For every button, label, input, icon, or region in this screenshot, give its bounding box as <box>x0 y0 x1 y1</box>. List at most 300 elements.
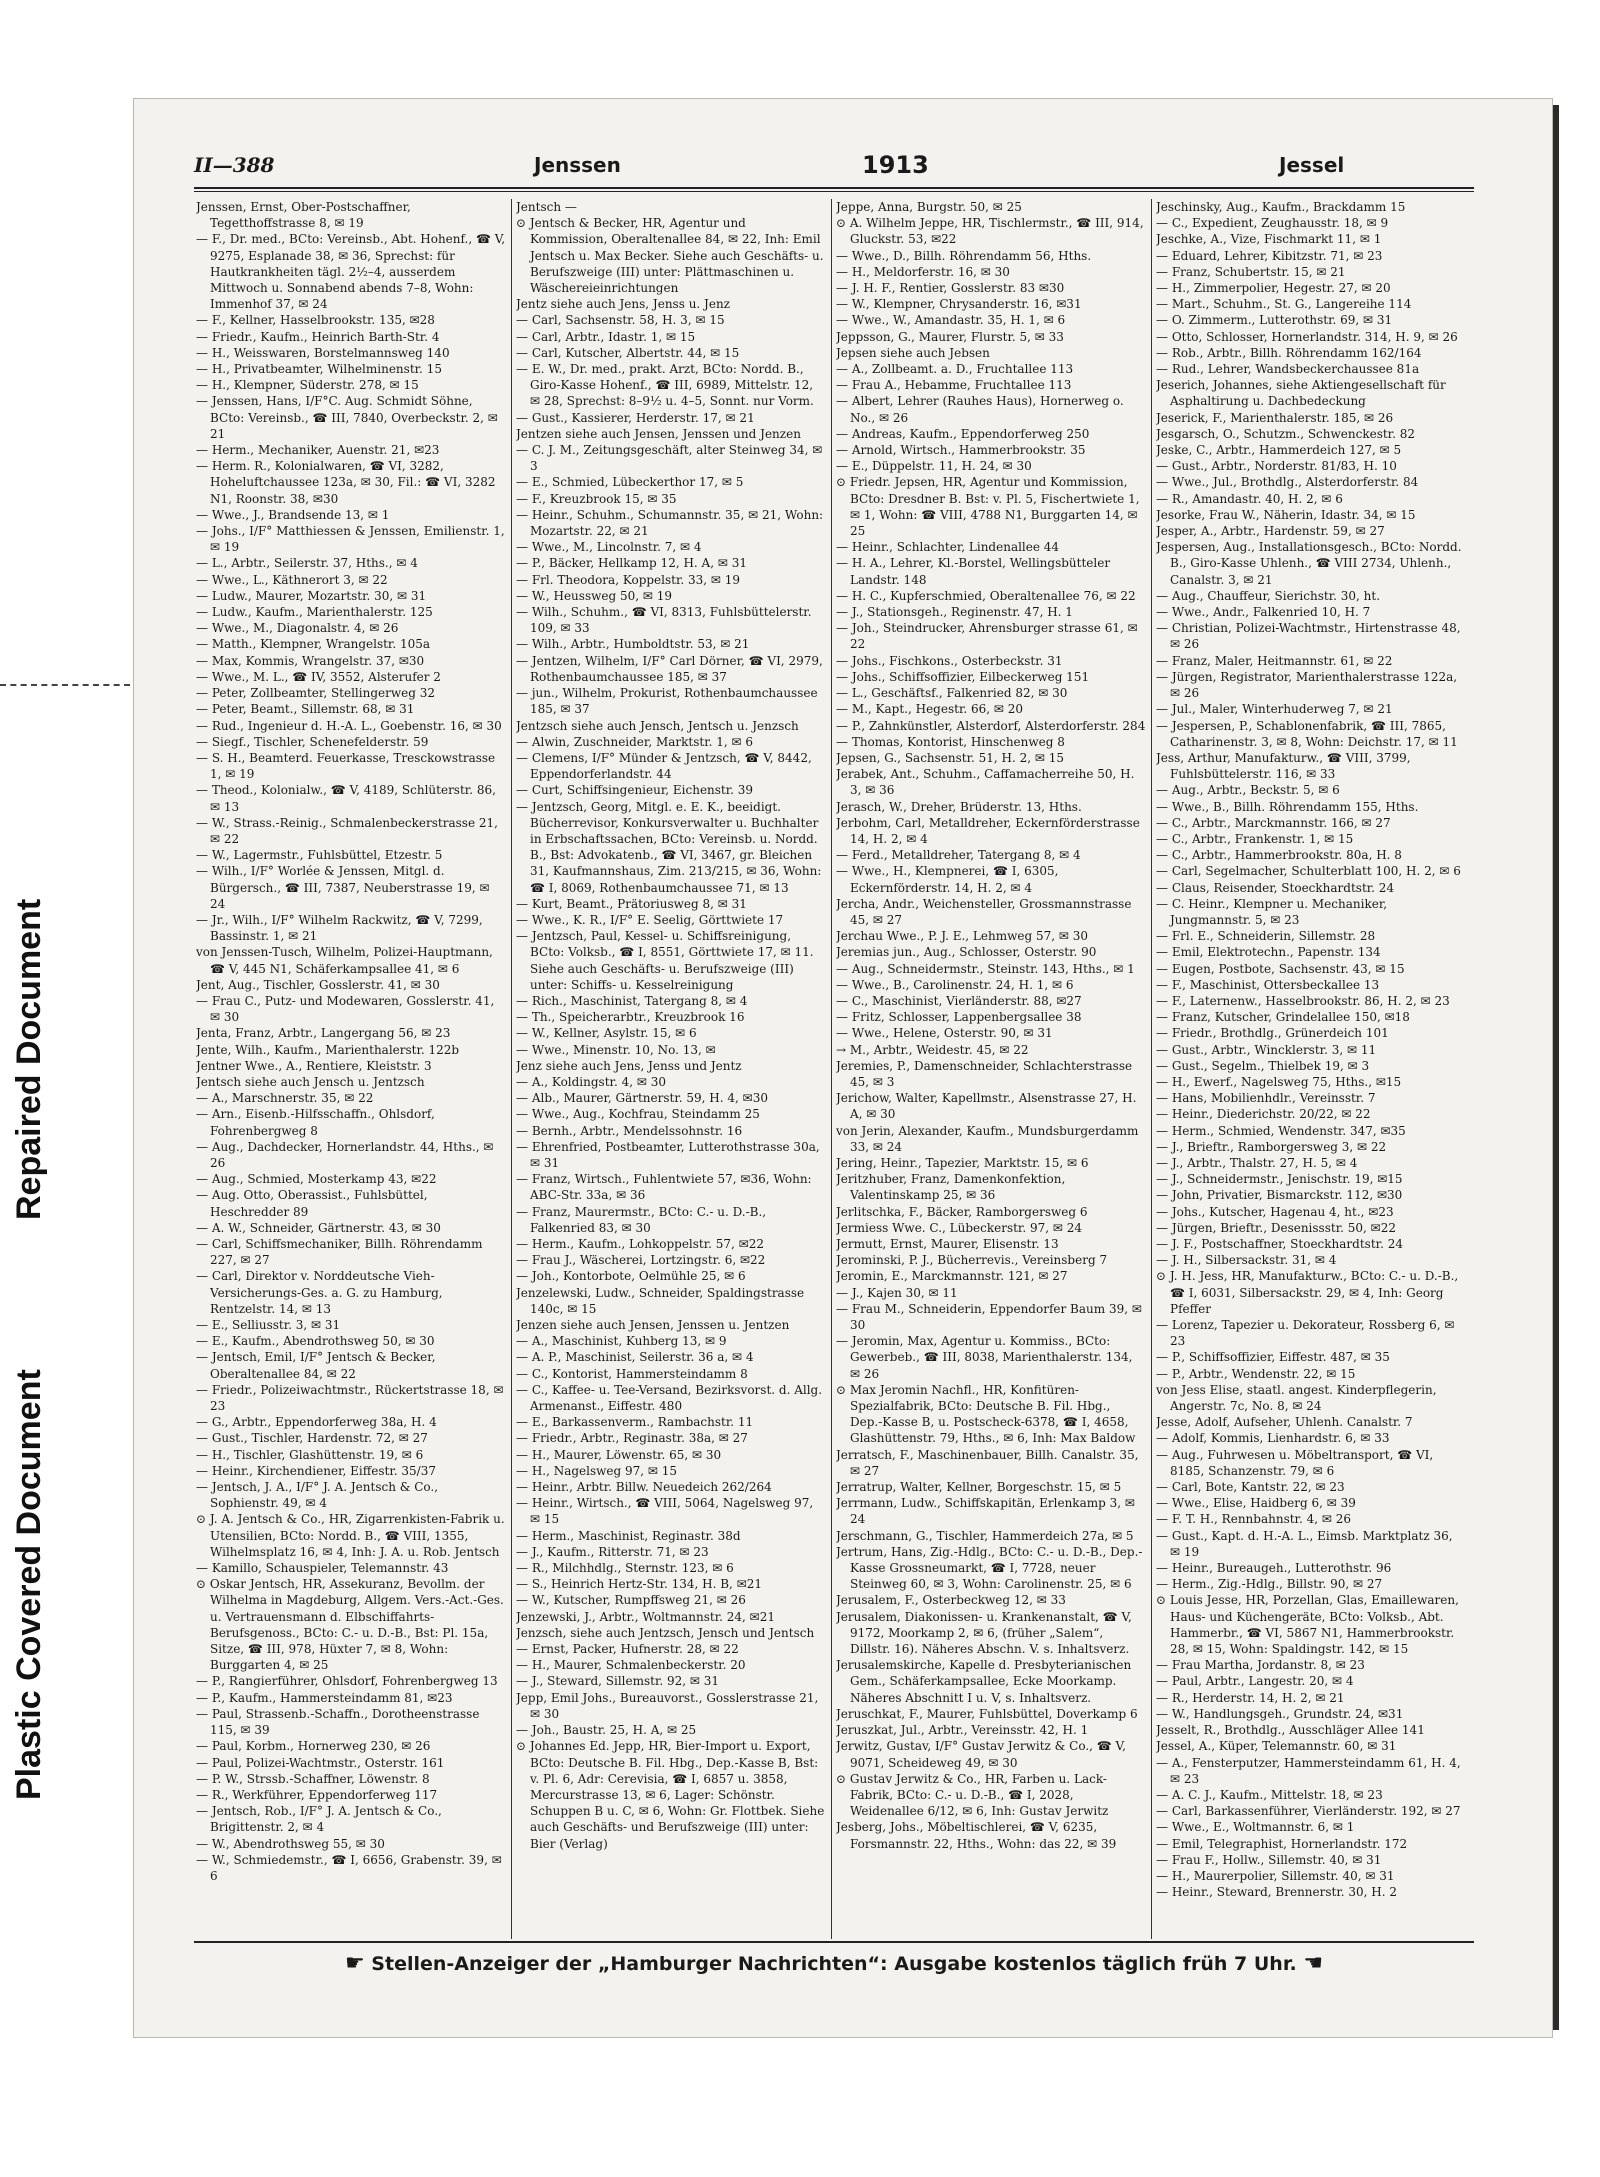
directory-entry: Jerlitschka, F., Bäcker, Ramborgersweg 6 <box>836 1204 1088 1219</box>
directory-entry: — Carl, Arbtr., Idastr. 1, ✉ 15 <box>516 329 696 344</box>
directory-entry: — Aug., Arbtr., Beckstr. 5, ✉ 6 <box>1156 783 1340 798</box>
directory-entry: — Lorenz, Tapezier u. Dekorateur, Rossberg 6, ✉ 23 <box>1156 1318 1455 1349</box>
directory-entry: — Joh., Baustr. 25, H. A, ✉ 25 <box>516 1723 697 1738</box>
directory-entry: ⊙ J. H. Jess, HR, Manufakturw., BCto: C.- u. D.-B., ☎ I, 6031, Silbersackstr. 29, ✉ 4, Inh: Georg Pfeffer <box>1156 1269 1459 1316</box>
directory-entry: — Jespersen, P., Schablonenfabrik, ☎ III, 7865, Catharinenstr. 3, ✉ 8, Wohn: Deichstr. 17, ✉ 11 <box>1156 718 1458 749</box>
directory-entry: — Wilh., Schuhm., ☎ VI, 8313, Fuhlsbüttelerstr. 109, ✉ 33 <box>516 605 812 636</box>
directory-entry: — J., Stationsgeh., Reginenstr. 47, H. 1 <box>836 605 1073 620</box>
directory-entry: — J., Schneidermstr., Jenischstr. 19, ✉15 <box>1156 1172 1403 1187</box>
directory-entry: — Adolf, Kommis, Lienhardstr. 6, ✉ 33 <box>1156 1431 1390 1446</box>
directory-entry: — Aug., Chauffeur, Sierichstr. 30, ht. <box>1156 588 1381 603</box>
directory-entry: — F., Kellner, Hasselbrookstr. 135, ✉28 <box>196 313 435 328</box>
directory-entry: — C., Arbtr., Hammerbrookstr. 80a, H. 8 <box>1156 848 1402 863</box>
directory-entry: — John, Privatier, Bismarckstr. 112, ✉30 <box>1156 1188 1403 1203</box>
directory-entry: — Emil, Elektrotechn., Papenstr. 134 <box>1156 945 1381 960</box>
directory-entry: ⊙ Oskar Jentsch, HR, Assekuranz, Bevollm. der Wilhelma in Magdeburg, Allgem. Vers.-Act.-Ges. u. Vertrauensmann d. Elbschiffahrts-Berufsgenoss., BCto: C.- u. D.-B., Bst: Pl. 15a, Sitze, ☎ III, 978, Hüxter 7, ✉ 8, Wohn: Burggarten 4, ✉ 25 <box>196 1577 504 1673</box>
directory-entry: Jeromin, E., Marckmannstr. 121, ✉ 27 <box>836 1269 1068 1284</box>
directory-entry: Jenzelewski, Ludw., Schneider, Spaldingstrasse 140c, ✉ 15 <box>516 1285 805 1316</box>
directory-entry: — Wwe., M., Diagonalstr. 4, ✉ 26 <box>196 621 399 636</box>
directory-entry: Jermiess Wwe. C., Lübeckerstr. 97, ✉ 24 <box>836 1220 1083 1235</box>
directory-entry: — Matth., Klempner, Wrangelstr. 105a <box>196 637 431 652</box>
footer-rule <box>194 1941 1474 1943</box>
directory-entry: — Clemens, I/F° Münder & Jentzsch, ☎ V, 8442, Eppendorferlandstr. 44 <box>516 750 812 782</box>
directory-entry: — Heinr., Wirtsch., ☎ VIII, 5064, Nagelsweg 97, ✉ 15 <box>516 1496 814 1527</box>
directory-entry: Jentner Wwe., A., Rentiere, Kleiststr. 3 <box>196 1058 432 1073</box>
directory-entry: — Eugen, Postbote, Sachsenstr. 43, ✉ 15 <box>1156 961 1405 976</box>
directory-entry: — Carl, Segelmacher, Schulterblatt 100, H. 2, ✉ 6 <box>1156 864 1461 879</box>
directory-entry: — F., Laternenw., Hasselbrookstr. 86, H. 2, ✉ 23 <box>1156 993 1450 1008</box>
directory-entry: — H., Weisswaren, Borstelmannsweg 140 <box>196 345 450 360</box>
directory-entry: ⊙ J. A. Jentsch & Co., HR, Zigarrenkisten-Fabrik u. Utensilien, BCto: Nordd. B., ☎ VIII, 1355, Wilhelmsplatz 16, ✉ 4, Inh: J. A. u. Rob. Jentsch <box>196 1512 505 1559</box>
divider-dashed <box>0 684 130 686</box>
directory-entry: — W., Heussweg 50, ✉ 19 <box>516 588 673 603</box>
directory-entry: — Wwe., E., Woltmannstr. 6, ✉ 1 <box>1156 1820 1355 1835</box>
side-label-strip <box>0 0 60 2177</box>
directory-entry: — Gust., Arbtr., Norderstr. 81/83, H. 10 <box>1156 459 1397 474</box>
directory-entry: — A., Koldingstr. 4, ✉ 30 <box>516 1074 666 1089</box>
directory-entry: — Heinr., Steward, Brennerstr. 30, H. 2 <box>1156 1885 1398 1900</box>
directory-entry: — Gust., Segelm., Thielbek 19, ✉ 3 <box>1156 1058 1370 1073</box>
directory-entry: — Otto, Schlosser, Hornerlandstr. 314, H. 9, ✉ 26 <box>1156 329 1458 344</box>
directory-entry: — H., Maurerpolier, Sillemstr. 40, ✉ 31 <box>1156 1868 1395 1883</box>
directory-entry: Jeppe, Anna, Burgstr. 50, ✉ 25 <box>836 200 1022 214</box>
directory-entry: Jermutt, Ernst, Maurer, Elisenstr. 13 <box>836 1237 1059 1251</box>
directory-entry: — W., Kutscher, Rumpffsweg 21, ✉ 26 <box>516 1593 746 1608</box>
directory-entry: — Siegf., Tischler, Schenefelderstr. 59 <box>196 734 429 749</box>
directory-entry: — J. F., Postschaffner, Stoeckhardtstr. 24 <box>1156 1237 1403 1251</box>
directory-entry: ⊙ Louis Jesse, HR, Porzellan, Glas, Emaillewaren, Haus- und Küchengeräte, BCto: Volksb., Abt. Hammerbr., ☎ VI, 5867 N1, Hammerbrookstr. 28, ✉ 15, Wohn: Spaldingstr. 142, ✉ 15 <box>1156 1593 1459 1657</box>
directory-entry: Jeschinsky, Aug., Kaufm., Brackdamm 15 <box>1156 200 1406 214</box>
directory-entry: — Rich., Maschinist, Tatergang 8, ✉ 4 <box>516 993 748 1008</box>
directory-entry: Jeruszkat, Jul., Arbtr., Vereinsstr. 42, H. 1 <box>836 1723 1089 1738</box>
directory-entry: Jenssen, Ernst, Ober-Postschaffner, Tegetthoffstrasse 8, ✉ 19 <box>196 200 411 231</box>
directory-entry: — Gust., Kassierer, Herderstr. 17, ✉ 21 <box>516 410 755 425</box>
directory-entry: Jeremias jun., Aug., Schlosser, Osterstr. 90 <box>836 945 1097 960</box>
directory-entry: — S., Heinrich Hertz-Str. 134, H. B, ✉21 <box>516 1577 763 1592</box>
directory-entry: — Jentzen, Wilhelm, I/F° Carl Dörner, ☎ VI, 2979, Rothenbaumchaussee 185, ✉ 37 <box>516 653 823 684</box>
directory-entry: Jesper, A., Arbtr., Hardenstr. 59, ✉ 27 <box>1156 524 1385 539</box>
directory-entry: ⊙ Jentsch & Becker, HR, Agentur und Kommission, Oberaltenallee 84, ✉ 22, Inh: Emil Jentsch u. Max Becker. Siehe auch Geschäfts- u. Berufszweige (III) unter: Plättmaschinen u. Wäschereieinrichtungen <box>516 216 824 296</box>
directory-entry: — Aug. Otto, Oberassist., Fuhlsbüttel, Heschredder 89 <box>196 1188 428 1219</box>
directory-entry: — Heinr., Schlachter, Lindenallee 44 <box>836 540 1060 555</box>
directory-entry: Jerusalem, Diakonissen- u. Krankenanstalt, ☎ V, 9172, Moorkamp 2, ✉ 6, (früher „Salem“, Dillstr. 16). Näheres Abschn. V. s. Inhaltsverz. <box>836 1609 1132 1657</box>
column-divider <box>511 199 512 1939</box>
directory-entry: — Wwe., K. R., I/F° E. Seelig, Görttwiete 17 <box>516 912 784 927</box>
page-number: II—388 <box>194 153 275 177</box>
directory-entry: — Albert, Lehrer (Rauhes Haus), Hornerweg o. No., ✉ 26 <box>836 394 1124 425</box>
directory-entry: Jentz siehe auch Jens, Jenss u. Jenz <box>516 297 731 312</box>
directory-entry: Jess, Arthur, Manufakturw., ☎ VIII, 3799, Fuhlsbüttelerstr. 116, ✉ 33 <box>1156 750 1411 782</box>
directory-entry: — Aug., Dachdecker, Hornerlandstr. 44, Hths., ✉ 26 <box>196 1139 494 1170</box>
directory-entry: — R., Amandastr. 40, H. 2, ✉ 6 <box>1156 491 1343 506</box>
directory-entry: — Wilh., Arbtr., Humboldtstr. 53, ✉ 21 <box>516 637 750 652</box>
directory-entry: — Jentsch, J. A., I/F° J. A. Jentsch & Co., Sophienstr. 49, ✉ 4 <box>196 1480 439 1511</box>
directory-entry: Jerichow, Walter, Kapellmstr., Alsenstrasse 27, H. A, ✉ 30 <box>836 1091 1137 1122</box>
directory-entry: — Jeromin, Max, Agentur u. Kommiss., BCto: Gewerbeb., ☎ III, 8038, Marienthalerstr. 134, ✉ 26 <box>836 1334 1133 1381</box>
directory-entry: — Th., Speicherarbtr., Kreuzbrook 16 <box>516 1010 745 1025</box>
directory-entry: — H., Klempner, Süderstr. 278, ✉ 15 <box>196 378 419 393</box>
directory-entry: Jessel, A., Küper, Telemannstr. 60, ✉ 31 <box>1156 1739 1397 1754</box>
directory-entry: — Rob., Arbtr., Billh. Röhrendamm 162/164 <box>1156 345 1422 360</box>
directory-entry: — Jul., Maler, Winterhuderweg 7, ✉ 21 <box>1156 702 1393 717</box>
directory-entry: von Jess Elise, staatl. angest. Kinderpflegerin, Angerstr. 7c, No. 8, ✉ 24 <box>1156 1382 1437 1414</box>
directory-entry: Jerratsch, F., Maschinenbauer, Billh. Canalstr. 35, ✉ 27 <box>836 1447 1139 1478</box>
directory-entry: Jerwitz, Gustav, I/F° Gustav Jerwitz & Co., ☎ V, 9071, Scheideweg 49, ✉ 30 <box>836 1739 1126 1770</box>
directory-entry: — Wwe., J., Brandsende 13, ✉ 1 <box>196 507 390 522</box>
directory-entry: — Gust., Arbtr., Wincklerstr. 3, ✉ 11 <box>1156 1042 1377 1057</box>
directory-entry: — Heinr., Schuhm., Schumannstr. 35, ✉ 21, Wohn: Mozartstr. 22, ✉ 21 <box>516 507 824 539</box>
directory-entry: Jertrum, Hans, Zig.-Hdlg., BCto: C.- u. D.-B., Dep.-Kasse Grossneumarkt, ☎ I, 7728, neuer Steinweg 60, ✉ 3, Wohn: Carolinenstr. 25, ✉ 6 <box>836 1544 1143 1592</box>
directory-entry: — A., Marschnerstr. 35, ✉ 22 <box>196 1091 374 1106</box>
directory-entry: — G., Arbtr., Eppendorferweg 38a, H. 4 <box>196 1415 437 1430</box>
directory-entry: — Heinr., Kirchendiener, Eiffestr. 35/37 <box>196 1463 436 1478</box>
header-rule-thin <box>194 191 1474 192</box>
directory-entry: — Wwe., M. L., ☎ IV, 3552, Alsterufer 2 <box>196 669 441 684</box>
directory-entry: — E., Barkassenverm., Rambachstr. 11 <box>516 1415 754 1430</box>
directory-entry: — A., Zollbeamt. a. D., Fruchtallee 113 <box>836 362 1074 377</box>
directory-entry: — C., Arbtr., Marckmannstr. 166, ✉ 27 <box>1156 815 1391 830</box>
directory-entry: Jentzsch siehe auch Jensch, Jentsch u. Jenzsch <box>516 718 799 733</box>
directory-entry: Jeserich, Johannes, siehe Aktiengesellschaft für Asphaltirung u. Dachbedeckung <box>1156 378 1446 409</box>
directory-entry: — Frau A., Hebamme, Fruchtallee 113 <box>836 378 1072 393</box>
pointing-hand-icon: ☚ <box>1303 1951 1324 1976</box>
directory-entry: — F., Dr. med., BCto: Vereinsb., Abt. Hohenf., ☎ V, 9275, Esplanade 38, ✉ 36, Sprechst: für Hautkrankheiten tägl. 2½–4, ausserdem Mittwoch u. Sonnabend abends 7–8, Wohn: Immenhof 37, ✉ 24 <box>196 232 506 312</box>
directory-entry: — Johs., I/F° Matthiessen & Jenssen, Emilienstr. 1, ✉ 19 <box>196 524 505 555</box>
directory-entry: — P., Bäcker, Hellkamp 12, H. A, ✉ 31 <box>516 556 747 571</box>
directory-entry: — Wwe., B., Billh. Röhrendamm 155, Hths. <box>1156 799 1419 814</box>
directory-entry: — Friedr., Brothdlg., Grünerdeich 101 <box>1156 1026 1389 1041</box>
directory-entry: — Johs., Schiffsoffizier, Eilbeckerweg 151 <box>836 669 1090 684</box>
directory-entry: — A., Fensterputzer, Hammersteindamm 61, H. 4, ✉ 23 <box>1156 1755 1461 1786</box>
directory-entry: — Carl, Schiffsmechaniker, Billh. Röhrendamm 227, ✉ 27 <box>196 1237 483 1268</box>
directory-entry: — Eduard, Lehrer, Kibitzstr. 71, ✉ 23 <box>1156 248 1383 263</box>
directory-entry: — J., Brieftr., Ramborgersweg 3, ✉ 22 <box>1156 1139 1387 1154</box>
directory-entry: — E., Düppelstr. 11, H. 24, ✉ 30 <box>836 459 1032 474</box>
header-first-entry: Jenssen <box>534 153 621 177</box>
directory-entry: Jerratrup, Walter, Kellner, Borgeschstr. 15, ✉ 5 <box>836 1480 1122 1495</box>
directory-entry: — P., Zahnkünstler, Alsterdorf, Alsterdorferstr. 284 <box>836 718 1146 733</box>
directory-entry: — Wwe., H., Klempnerei, ☎ I, 6305, Eckernförderstr. 14, H. 2, ✉ 4 <box>836 864 1059 895</box>
directory-entry: — A. W., Schneider, Gärtnerstr. 43, ✉ 30 <box>196 1220 441 1235</box>
directory-entry: — Aug., Schneidermstr., Steinstr. 143, Hths., ✉ 1 <box>836 961 1135 976</box>
directory-entry: — Arn., Eisenb.-Hilfsschaffn., Ohlsdorf, Fohrenbergweg 8 <box>196 1107 435 1138</box>
directory-entry: — C. J. M., Zeitungsgeschäft, alter Steinweg 34, ✉ 3 <box>516 443 823 474</box>
directory-entry: Jeppsson, G., Maurer, Flurstr. 5, ✉ 33 <box>836 329 1064 344</box>
directory-entry: — Wilh., I/F° Worlée & Jenssen, Mitgl. d. Bürgersch., ☎ III, 7387, Neuberstrasse 19, ✉ 24 <box>196 864 490 911</box>
directory-entry: — M., Kapt., Hegestr. 66, ✉ 20 <box>836 702 1024 717</box>
directory-entry: — R., Herderstr. 14, H. 2, ✉ 21 <box>1156 1690 1345 1705</box>
directory-entry: Jepsen, G., Sachsenstr. 51, H. 2, ✉ 15 <box>836 750 1065 765</box>
directory-entry: — Wwe., L., Käthnerort 3, ✉ 22 <box>196 572 388 587</box>
directory-entry: Jerabek, Ant., Schuhm., Caffamacherreihe 50, H. 3, ✉ 36 <box>836 767 1135 798</box>
directory-entry: von Jerin, Alexander, Kaufm., Mundsburgerdamm 33, ✉ 24 <box>836 1123 1139 1154</box>
directory-entry: — Bernh., Arbtr., Mendelssohnstr. 16 <box>516 1123 743 1138</box>
directory-entry: Jerschmann, G., Tischler, Hammerdeich 27a, ✉ 5 <box>836 1528 1134 1543</box>
directory-entry: — Franz, Wirtsch., Fuhlentwiete 57, ✉36, Wohn: ABC-Str. 33a, ✉ 36 <box>516 1172 812 1203</box>
pointing-hand-icon: ☛ <box>344 1951 365 1976</box>
directory-entry: — E., Kaufm., Abendrothsweg 50, ✉ 30 <box>196 1334 435 1349</box>
directory-entry: — O. Zimmerm., Lutterothstr. 69, ✉ 31 <box>1156 313 1393 328</box>
directory-entry: — Paul, Strassenb.-Schaffn., Dorotheenstrasse 115, ✉ 39 <box>196 1706 480 1738</box>
directory-entry: — Alwin, Zuschneider, Marktstr. 1, ✉ 6 <box>516 734 754 749</box>
directory-entry: — A., Maschinist, Kuhberg 13, ✉ 9 <box>516 1334 727 1349</box>
directory-entry: — Jentsch, Rob., I/F° J. A. Jentsch & Co., Brigittenstr. 2, ✉ 4 <box>196 1804 442 1835</box>
directory-entry: — Carl, Barkassenführer, Vierländerstr. 192, ✉ 27 <box>1156 1804 1461 1819</box>
directory-entry: — Wwe., Elise, Haidberg 6, ✉ 39 <box>1156 1496 1356 1511</box>
directory-entry: — Franz, Maler, Heitmannstr. 61, ✉ 22 <box>1156 653 1393 668</box>
directory-entry: — H., Meldorferstr. 16, ✉ 30 <box>836 264 1010 279</box>
directory-entry: Jeritzhuber, Franz, Damenkonfektion, Valentinskamp 25, ✉ 36 <box>836 1172 1066 1203</box>
directory-entry: Jentzen siehe auch Jensen, Jenssen und Jenzen <box>516 426 801 441</box>
directory-entry: — Peter, Beamt., Sillemstr. 68, ✉ 31 <box>196 702 415 717</box>
directory-entry: — J. H. F., Rentier, Gosslerstr. 83 ✉30 <box>836 281 1065 296</box>
directory-entry: — Wwe., B., Carolinenstr. 24, H. 1, ✉ 6 <box>836 977 1074 992</box>
directory-entry: — Herm., Kaufm., Lohkoppelstr. 57, ✉22 <box>516 1237 765 1251</box>
directory-entry: Jercha, Andr., Weichensteller, Grossmannstrasse 45, ✉ 27 <box>836 896 1132 927</box>
directory-entry: — Frau J., Wäscherei, Lortzingstr. 6, ✉22 <box>516 1253 766 1268</box>
directory-entry: — J., Kajen 30, ✉ 11 <box>836 1285 958 1300</box>
directory-entry: — Paul, Polizei-Wachtmstr., Osterstr. 161 <box>196 1755 445 1770</box>
directory-entry: — H. A., Lehrer, Kl.-Borstel, Wellingsbütteler Landstr. 148 <box>836 556 1111 587</box>
directory-entry: — jun., Wilhelm, Prokurist, Rothenbaumchaussee 185, ✉ 37 <box>516 686 818 717</box>
directory-entry: Jesgarsch, O., Schutzm., Schwenckestr. 82 <box>1156 426 1415 441</box>
directory-entry: Jesberg, Johs., Möbeltischlerei, ☎ V, 6235, Forsmannstr. 22, Hths., Wohn: das 22, ✉ 39 <box>836 1820 1117 1851</box>
directory-entry: — Frau C., Putz- und Modewaren, Gosslerstr. 41, ✉ 30 <box>196 993 495 1025</box>
directory-entry: — J. H., Silbersackstr. 31, ✉ 4 <box>1156 1253 1337 1268</box>
directory-entry: Jentsch — <box>516 200 577 214</box>
directory-entry: — Ernst, Packer, Hufnerstr. 28, ✉ 22 <box>516 1642 739 1657</box>
directory-entry: — F., Kreuzbrook 15, ✉ 35 <box>516 491 677 506</box>
directory-entry: — F. T. H., Rennbahnstr. 4, ✉ 26 <box>1156 1512 1351 1527</box>
directory-entry: — Jentsch, Emil, I/F° Jentsch & Becker, Oberaltenallee 84, ✉ 22 <box>196 1350 436 1381</box>
directory-entry: — Ludw., Maurer, Mozartstr. 30, ✉ 31 <box>196 588 427 603</box>
directory-entry: — Jürgen, Registrator, Marienthalerstrasse 122a, ✉ 26 <box>1156 669 1458 701</box>
header-last-entry: Jessel <box>1279 153 1345 177</box>
directory-entry: Jesse, Adolf, Aufseher, Uhlenh. Canalstr. 7 <box>1156 1415 1413 1430</box>
directory-entry: — Kamillo, Schauspieler, Telemannstr. 43 <box>196 1561 449 1576</box>
directory-entry: — Friedr., Kaufm., Heinrich Barth-Str. 4 <box>196 329 440 344</box>
directory-entry: Jespersen, Aug., Installationsgesch., BCto: Nordd. B., Giro-Kasse Uhlenh., ☎ VIII 2734, Uhlenh., Canalstr. 3, ✉ 21 <box>1156 540 1462 587</box>
directory-entry: — Mart., Schuhm., St. G., Langereihe 114 <box>1156 297 1412 312</box>
directory-entry: — C., Arbtr., Frankenstr. 1, ✉ 15 <box>1156 831 1354 846</box>
directory-entry: — C., Kontorist, Hammersteindamm 8 <box>516 1366 748 1381</box>
directory-entry: — H. C., Kupferschmied, Oberaltenallee 76, ✉ 22 <box>836 588 1136 603</box>
directory-entry: — Carl, Direktor v. Norddeutsche Vieh-Versicherungs-Ges. a. G. zu Hamburg, Rentzelstr. 14, ✉ 13 <box>196 1269 443 1316</box>
directory-entry: — Ferd., Metalldreher, Tatergang 8, ✉ 4 <box>836 848 1081 863</box>
directory-entry: — Paul, Arbtr., Langestr. 20, ✉ 4 <box>1156 1674 1354 1689</box>
directory-entry: Jenzewski, J., Arbtr., Woltmannstr. 24, ✉21 <box>516 1609 775 1624</box>
directory-entry: — L., Geschäftsf., Falkenried 82, ✉ 30 <box>836 686 1068 701</box>
directory-entry: — Heinr., Bureaugeh., Lutterothstr. 96 <box>1156 1561 1392 1576</box>
directory-entry: — Heinr., Arbtr. Billw. Neuedeich 262/264 <box>516 1480 772 1495</box>
directory-entry: — Herm., Zig.-Hdlg., Billstr. 90, ✉ 27 <box>1156 1577 1383 1592</box>
directory-entry: Jenzsch, siehe auch Jentzsch, Jensch und Jentsch <box>516 1625 815 1640</box>
footer-text: Stellen-Anzeiger der „Hamburger Nachrichten“: Ausgabe kostenlos täglich früh 7 Uhr. <box>371 1953 1297 1975</box>
directory-entry: ⊙ Friedr. Jepsen, HR, Agentur und Kommission, BCto: Dresdner B. Bst: v. Pl. 5, Fischertwiete 1, ✉ 1, Wohn: ☎ VIII, 4788 N1, Burggarten 14, ✉25 <box>836 475 1140 539</box>
directory-entry: — H., Zimmerpolier, Hegestr. 27, ✉ 20 <box>1156 281 1391 296</box>
header-rule <box>194 187 1474 189</box>
directory-entry: — Wwe., Jul., Brothdlg., Alsterdorferstr. 84 <box>1156 475 1419 490</box>
directory-entry: Jerusalemskirche, Kapelle d. Presbyterianischen Gem., Schäferkampsallee, Ecke Moorkamp. Näheres Abschnitt I u. V, s. Inhaltsverz. <box>836 1658 1132 1705</box>
directory-entry: — Johs., Fischkons., Osterbeckstr. 31 <box>836 653 1063 668</box>
directory-entry: Jerchau Wwe., P. J. E., Lehmweg 57, ✉ 30 <box>836 929 1089 944</box>
directory-entry: — P., Kaufm., Hammersteindamm 81, ✉23 <box>196 1690 453 1705</box>
directory-entry: — W., Klempner, Chrysanderstr. 16, ✉31 <box>836 297 1082 312</box>
directory-entry: Jerusalem, F., Osterbeckweg 12, ✉ 33 <box>836 1593 1066 1608</box>
directory-entry: — Rud., Ingenieur d. H.-A. L., Goebenstr. 16, ✉ 30 <box>196 718 502 733</box>
directory-entry: — Christian, Polizei-Wachtmstr., Hirtenstrasse 48, ✉ 26 <box>1156 621 1461 652</box>
directory-entry: Jenta, Franz, Arbtr., Langergang 56, ✉ 23 <box>196 1026 451 1041</box>
column-divider <box>1151 199 1152 1939</box>
directory-entry: — J., Arbtr., Thalstr. 27, H. 5, ✉ 4 <box>1156 1155 1358 1170</box>
column-4 <box>1156 199 1466 1939</box>
directory-entry: — Wwe., M., Lincolnstr. 7, ✉ 4 <box>516 540 702 555</box>
directory-entry: — Friedr., Polizeiwachtmstr., Rückertstrasse 18, ✉ 23 <box>196 1382 504 1414</box>
directory-entry: — H., Tischler, Glashüttenstr. 19, ✉ 6 <box>196 1447 424 1462</box>
footer-advert <box>194 1951 1474 1976</box>
directory-entry: — H., Maurer, Löwenstr. 65, ✉ 30 <box>516 1447 722 1462</box>
directory-entry: — Ludw., Kaufm., Marienthalerstr. 125 <box>196 605 433 620</box>
directory-entry: — Herm., Mechaniker, Auenstr. 21, ✉23 <box>196 443 440 458</box>
directory-entry: — Herm. R., Kolonialwaren, ☎ VI, 3282, Hoheluftchaussee 123a, ✉ 30, Fil.: ☎ VI, 3282 N1, Roonstr. 38, ✉30 <box>196 459 496 506</box>
directory-entry: — Fritz, Schlosser, Lappenbergsallee 38 <box>836 1010 1082 1025</box>
directory-entry: — Wwe., Helene, Osterstr. 90, ✉ 31 <box>836 1026 1053 1041</box>
column-2 <box>516 199 826 1939</box>
directory-entry: — R., Werkführer, Eppendorferweg 117 <box>196 1787 438 1802</box>
directory-entry: Jeschke, A., Vize, Fischmarkt 11, ✉ 1 <box>1156 232 1382 247</box>
directory-entry: — Herm., Maschinist, Reginastr. 38d <box>516 1528 741 1543</box>
directory-entry: — Claus, Reisender, Stoeckhardtstr. 24 <box>1156 880 1395 895</box>
repaired-document-label: Repaired Document <box>10 898 48 1220</box>
directory-entry: — J., Kaufm., Ritterstr. 71, ✉ 23 <box>516 1544 709 1559</box>
directory-entry: — Hans, Mobilienhdlr., Vereinsstr. 7 <box>1156 1091 1376 1106</box>
directory-entry: Jepp, Emil Johs., Bureauvorst., Gosslerstrasse 21, ✉ 30 <box>516 1690 819 1721</box>
directory-entry: — Joh., Kontorbote, Oelmühle 25, ✉ 6 <box>516 1269 746 1284</box>
directory-entry: — Jentzsch, Paul, Kessel- u. Schiffsreinigung, BCto: Volksb., ☎ I, 8551, Görttwiete 17, ✉ 11. Siehe auch Geschäfts- u. Berufszweige (III) unter: Schiffs- u. Kesselreinigung <box>516 929 814 992</box>
directory-entry: Jerrmann, Ludw., Schiffskapitän, Erlenkamp 3, ✉ 24 <box>836 1496 1135 1527</box>
directory-entry: — Herm., Schmied, Wendenstr. 347, ✉35 <box>1156 1123 1406 1138</box>
directory-entry: — Thomas, Kontorist, Hinschenweg 8 <box>836 734 1065 749</box>
directory-entry: — H., Nagelsweg 97, ✉ 15 <box>516 1463 678 1478</box>
directory-entry: — Jürgen, Brieftr., Desenissstr. 50, ✉22 <box>1156 1220 1396 1235</box>
directory-entry: von Jenssen-Tusch, Wilhelm, Polizei-Hauptmann, ☎ V, 445 N1, Schäferkampsallee 41, ✉ 6 <box>196 945 493 976</box>
directory-entry: Jerbohm, Carl, Metalldreher, Eckernförderstrasse 14, H. 2, ✉ 4 <box>836 815 1140 846</box>
directory-entry: — H., Ewerf., Nagelsweg 75, Hths., ✉15 <box>1156 1074 1402 1089</box>
directory-entry: Jering, Heinr., Tapezier, Marktstr. 15, ✉ 6 <box>836 1155 1089 1170</box>
directory-entry: — S. H., Beamterd. Feuerkasse, Tresckowstrasse 1, ✉ 19 <box>196 750 496 782</box>
directory-entry: — Jentzsch, Georg, Mitgl. e. E. K., beeidigt. Bücherrevisor, Konkursverwalter u. Buchhalter in Erbschaftssachen, BCto: Vereinsb. u. Nordd. B., Bst: Advokatenb., ☎ VI, 3467, gr. Bleichen 31, Kaufmannshaus, Zim. 213/215, ✉ 36, Wohn: ☎ I, 8069, Rothenbaumchaussee 71, ✉ 13 <box>516 799 822 895</box>
directory-entry: — Frl. E., Schneiderin, Sillemstr. 28 <box>1156 929 1376 944</box>
directory-entry: — C., Kaffee- u. Tee-Versand, Bezirksvorst. d. Allg. Armenanst., Eiffestr. 480 <box>516 1382 823 1414</box>
directory-entry: — Jenssen, Hans, I/F°C. Aug. Schmidt Söhne, BCto: Vereinsb., ☎ III, 7840, Overbeckstr. 2, ✉ 21 <box>196 394 498 441</box>
directory-entry: Jesselt, R., Brothdlg., Ausschläger Allee 141 <box>1156 1723 1425 1738</box>
directory-entry: — Johs., Kutscher, Hagenau 4, ht., ✉23 <box>1156 1204 1394 1219</box>
directory-entry: — Andreas, Kaufm., Eppendorferweg 250 <box>836 426 1090 441</box>
directory-entry: ⊙ Johannes Ed. Jepp, HR, Bier-Import u. Export, BCto: Deutsche B. Fil. Hbg., Dep.-Kasse B, Bst: v. Pl. 6, Adr: Cerevisia, ☎ I, 6857 u. 3858, Mercurstrasse 13, ✉ 6, Lager: Schönstr. Schuppen B u. C, ✉ 6, Wohn: Gr. Flottbek. Siehe auch Geschäfts- und Berufszweige (III) unter: Bier (Verlag) <box>516 1739 825 1851</box>
header-year: 1913 <box>862 151 929 179</box>
directory-entry: Jente, Wilh., Kaufm., Marienthalerstr. 122b <box>196 1042 460 1057</box>
directory-entry: — Kurt, Beamt., Prätoriusweg 8, ✉ 31 <box>516 896 747 911</box>
directory-entry: — Friedr., Arbtr., Reginastr. 38a, ✉ 27 <box>516 1431 748 1446</box>
directory-entry: Jent, Aug., Tischler, Gosslerstr. 41, ✉ 30 <box>196 977 440 992</box>
directory-entry: — Aug., Schmied, Mosterkamp 43, ✉22 <box>196 1172 437 1187</box>
directory-entry: Jentsch siehe auch Jensch u. Jentzsch <box>196 1074 425 1089</box>
directory-entry: — J., Steward, Sillemstr. 92, ✉ 31 <box>516 1674 720 1689</box>
directory-entry: — C., Expedient, Zeughausstr. 18, ✉ 9 <box>1156 216 1389 231</box>
directory-entry: Jerasch, W., Dreher, Brüderstr. 13, Hths. <box>836 799 1082 814</box>
directory-entry: ⊙ Max Jeromin Nachfl., HR, Konfitüren-Spezialfabrik, BCto: Deutsche B. Fil. Hbg., Dep.-Kasse B, u. Postscheck-6378, ☎ I, 4658, Glashüttenstr. 79, Hths., ✉ 6, Inh: Max Baldow <box>836 1382 1136 1446</box>
directory-entry: — P., Arbtr., Wendenstr. 22, ✉ 15 <box>1156 1366 1356 1381</box>
directory-entry: — W., Abendrothsweg 55, ✉ 30 <box>196 1836 385 1851</box>
directory-entry: — Wwe., D., Billh. Röhrendamm 56, Hths. <box>836 248 1092 263</box>
directory-entry: ⊙ Gustav Jerwitz & Co., HR, Farben u. Lack-Fabrik, BCto: C.- u. D.-B., ☎ I, 2028, Weidenallee 6/12, ✉ 6, Inh: Gustav Jerwitz <box>836 1771 1109 1819</box>
directory-entry: — A. P., Maschinist, Seilerstr. 36 a, ✉ 4 <box>516 1350 754 1365</box>
directory-entry: — Max, Kommis, Wrangelstr. 37, ✉30 <box>196 653 425 668</box>
directory-entry: — Wwe., Aug., Kochfrau, Steindamm 25 <box>516 1107 760 1122</box>
directory-entry: — Jr., Wilh., I/F° Wilhelm Rackwitz, ☎ V, 7299, Bassinstr. 1, ✉ 21 <box>196 912 483 944</box>
directory-entry: — W., Kellner, Asylstr. 15, ✉ 6 <box>516 1026 697 1041</box>
directory-entry: — Wwe., Minenstr. 10, No. 13, ✉ <box>516 1042 716 1057</box>
directory-entry: — Gust., Kapt. d. H.-A. L., Eimsb. Marktplatz 36, ✉ 19 <box>1156 1528 1453 1559</box>
column-divider <box>831 199 832 1939</box>
directory-entry: — Gust., Tischler, Hardenstr. 72, ✉ 27 <box>196 1431 428 1446</box>
directory-entry: — Emil, Telegraphist, Hornerlandstr. 172 <box>1156 1836 1408 1851</box>
directory-entry: Jenzen siehe auch Jensen, Jenssen u. Jentzen <box>516 1318 790 1333</box>
directory-entry: — Theod., Kolonialw., ☎ V, 4189, Schlüterstr. 86, ✉ 13 <box>196 783 496 814</box>
directory-entry: — Wwe., W., Amandastr. 35, H. 1, ✉ 6 <box>836 313 1066 328</box>
directory-entry: Jeserick, F., Marienthalerstr. 185, ✉ 26 <box>1156 410 1394 425</box>
directory-entry: Jeske, C., Arbtr., Hammerdeich 127, ✉ 5 <box>1156 443 1402 458</box>
directory-entry: — P., Schiffsoffizier, Eiffestr. 487, ✉ 35 <box>1156 1350 1390 1365</box>
directory-entry: — E., Selliusstr. 3, ✉ 31 <box>196 1318 341 1333</box>
directory-entry: — Frau F., Hollw., Sillemstr. 40, ✉ 31 <box>1156 1852 1382 1867</box>
directory-entry: — Franz, Maurermstr., BCto: C.- u. D.-B., Falkenried 83, ✉ 30 <box>516 1204 767 1235</box>
directory-entry: — W., Handlungsgeh., Grundstr. 24, ✉31 <box>1156 1706 1404 1721</box>
directory-entry: — Franz, Schubertstr. 15, ✉ 21 <box>1156 264 1346 279</box>
directory-entry: — Arnold, Wirtsch., Hammerbrookstr. 35 <box>836 443 1086 458</box>
directory-entry: — Curt, Schiffsingenieur, Eichenstr. 39 <box>516 783 754 798</box>
directory-entry: Jesorke, Frau W., Näherin, Idastr. 34, ✉ 15 <box>1156 507 1416 522</box>
directory-entry: — W., Lagermstr., Fuhlsbüttel, Etzestr. 5 <box>196 848 443 863</box>
directory-entry: — Peter, Zollbeamter, Stellingerweg 32 <box>196 686 435 701</box>
directory-entry: — Aug., Fuhrwesen u. Möbeltransport, ☎ VI, 8185, Schanzenstr. 79, ✉ 6 <box>1156 1447 1434 1478</box>
directory-entry: Jenz siehe auch Jens, Jenss und Jentz <box>516 1058 742 1073</box>
directory-entry: — Paul, Korbm., Hornerweg 230, ✉ 26 <box>196 1739 431 1754</box>
directory-entry: — L., Arbtr., Seilerstr. 37, Hths., ✉ 4 <box>196 556 418 571</box>
column-1 <box>196 199 506 1939</box>
directory-entry: — Carl, Kutscher, Albertstr. 44, ✉ 15 <box>516 345 740 360</box>
directory-page <box>133 98 1553 2038</box>
directory-entry: Jeremies, P., Damenschneider, Schlachterstrasse 45, ✉ 3 <box>836 1058 1133 1089</box>
directory-entry: — Rud., Lehrer, Wandsbeckerchaussee 81a <box>1156 362 1420 377</box>
plastic-covered-label: Plastic Covered Document <box>10 1369 48 1800</box>
directory-entry: — F., Maschinist, Ottersbeckallee 13 <box>1156 977 1380 992</box>
directory-entry: — Wwe., Andr., Falkenried 10, H. 7 <box>1156 605 1371 620</box>
directory-entry: — Joh., Steindrucker, Ahrensburger strasse 61, ✉ 22 <box>836 621 1138 652</box>
directory-entry: — W., Strass.-Reinig., Schmalenbeckerstrasse 21, ✉ 22 <box>196 815 498 846</box>
directory-entry: — H., Maurer, Schmalenbeckerstr. 20 <box>516 1658 746 1673</box>
directory-entry: Jeruschkat, F., Maurer, Fuhlsbüttel, Doverkamp 6 <box>836 1706 1138 1721</box>
directory-entry: — C., Maschinist, Vierländerstr. 88, ✉27 <box>836 993 1082 1008</box>
directory-entry: — C. Heinr., Klempner u. Mechaniker, Jungmannstr. 5, ✉ 23 <box>1156 896 1388 927</box>
directory-entry: — H., Privatbeamter, Wilhelminenstr. 15 <box>196 362 442 377</box>
directory-entry: — Heinr., Diederichstr. 20/22, ✉ 22 <box>1156 1107 1371 1122</box>
directory-entry: — Ehrenfried, Postbeamter, Lutterothstrasse 30a, ✉ 31 <box>516 1139 820 1170</box>
directory-entry: — W., Schmiedemstr., ☎ I, 6656, Grabenstr. 39, ✉ 6 <box>196 1852 502 1883</box>
directory-entry: — Frau M., Schneiderin, Eppendorfer Baum 39, ✉ 30 <box>836 1301 1142 1333</box>
column-3 <box>836 199 1146 1939</box>
directory-entry: — E. W., Dr. med., prakt. Arzt, BCto: Nordd. B., Giro-Kasse Hohenf., ☎ III, 6989, Mittelstr. 12, ✉ 28, Sprechst: 8–9½ u. 4–5, Sonnt. nur Vorm. <box>516 362 814 409</box>
